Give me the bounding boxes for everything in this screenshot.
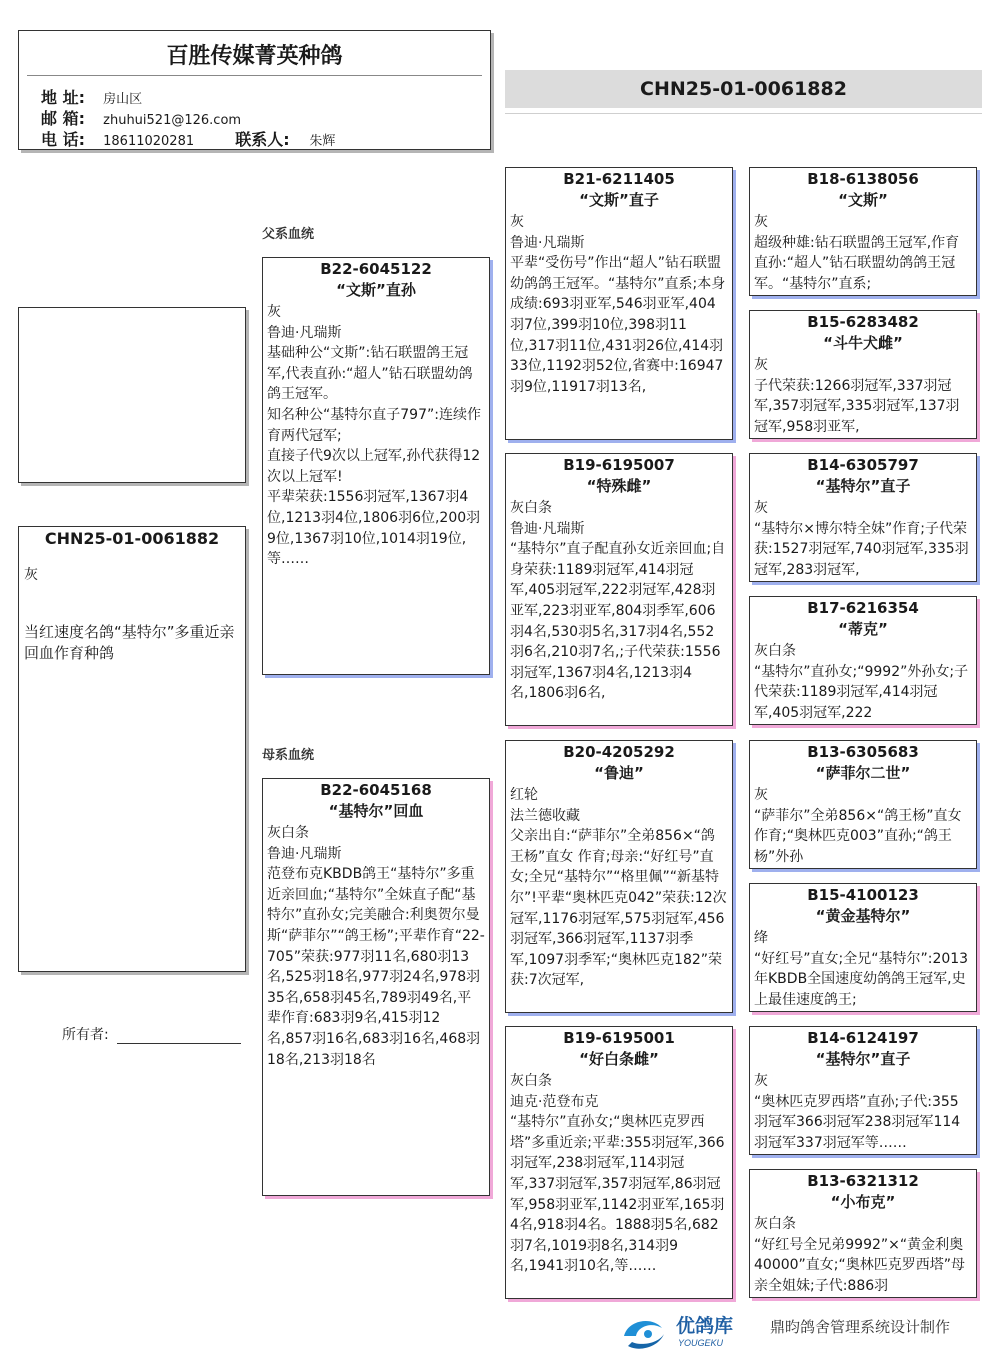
pedigree-line: 迪克·范登布克 xyxy=(510,1093,599,1110)
sire-dam-card xyxy=(505,453,733,726)
pedigree-line: “基特尔”直子配直孙女近亲回血;自身荣获:1189羽冠军,414羽冠军,405羽冠军,222羽冠军,428羽亚军,223羽亚军,804羽季军,606羽4名,530羽5名,317羽4名,552羽6名,210羽7名,;子代荣获:1556羽冠军,1367羽4名,1213羽4名,1806羽6名, xyxy=(510,541,726,702)
pigeon-name: “基特尔”直子 xyxy=(815,1050,911,1068)
pigeon-name: “黄金基特尔” xyxy=(815,907,911,925)
owner-field xyxy=(62,1024,241,1044)
pedigree-line: 灰白条 xyxy=(754,1216,796,1232)
owner-line xyxy=(117,1029,241,1044)
ring-number: B20-4205292 xyxy=(563,743,675,761)
breeder-header xyxy=(18,30,491,150)
pedigree-line: “基特尔×博尔特全妹”作育;子代荣获:1527羽冠军,740羽冠军,335羽冠军,283羽冠军, xyxy=(754,520,969,578)
ring-number: B15-4100123 xyxy=(807,886,919,904)
pigeon-photo xyxy=(18,307,246,483)
pedigree-line: 灰 xyxy=(754,214,768,230)
pigeon-name: “蒂克” xyxy=(838,620,888,638)
pigeon-name: “特殊雌” xyxy=(586,477,652,495)
header-divider xyxy=(27,75,482,76)
contact-value: 朱辉 xyxy=(309,134,336,149)
pedigree-line: 灰 xyxy=(754,1073,768,1089)
pedigree-line: 鲁迪·凡瑞斯 xyxy=(510,234,585,251)
subject-card xyxy=(18,526,246,972)
pedigree-line: “好红号”直女;全兄“基特尔”:2013年KBDB全国速度幼鸽鸽王冠军,史上最佳速度鸽王; xyxy=(754,950,969,1008)
banner-divider xyxy=(505,113,982,114)
pedigree-line: 基础种公“文斯”:钻石联盟鸽王冠军,代表直孙:“超人”钻石联盟幼鸽鸽王冠军。 xyxy=(267,345,473,403)
phone-value: 18611020281 xyxy=(103,134,195,149)
pedigree-line: 灰白条 xyxy=(267,825,309,841)
ssd-card xyxy=(749,310,977,439)
pedigree-line: 红轮 xyxy=(510,787,538,803)
breeder-title: 百胜传媒菁英种鸽 xyxy=(166,44,343,69)
phone-label: 电 话: xyxy=(41,130,85,149)
ring-number: B13-6305683 xyxy=(807,743,919,761)
ring-number: B18-6138056 xyxy=(807,170,919,188)
pedigree-line: 灰白条 xyxy=(510,500,552,516)
pedigree-line: “基特尔”直孙女;“9992”外孙女;子代荣获:1189羽冠军,414羽冠军,405羽冠军,222 xyxy=(754,663,969,721)
ring-number: B22-6045122 xyxy=(320,260,432,278)
pigeon-name: “基特尔”直子 xyxy=(815,477,911,495)
pedigree-line: 平辈荣获:1556羽冠军,1367羽4位,1213羽4位,1806羽6位,200羽9位,1367羽10位,1014羽19位,等…… xyxy=(267,489,481,568)
pigeon-name: “好白条雌” xyxy=(579,1050,659,1068)
pedigree-line: “奥林匹克罗西塔”直孙;子代:355羽冠军366羽冠军238羽冠军114羽冠军337羽冠军等…… xyxy=(754,1093,961,1151)
ring-number: B17-6216354 xyxy=(807,599,919,617)
sdd-card xyxy=(749,596,977,725)
pedigree-line: 子代荣获:1266羽冠军,337羽冠军,357羽冠军,335羽冠军,137羽冠军,958羽亚军, xyxy=(754,377,960,435)
pedigree-line: “萨菲尔”全弟856×“鸽王杨”直女作育;“奥林匹克003”直孙;“鸽王杨”外孙 xyxy=(754,807,962,865)
ring-number: B14-6124197 xyxy=(807,1029,919,1047)
pigeon-name: “斗牛犬雌” xyxy=(823,334,903,352)
pedigree-line: 灰白条 xyxy=(754,643,796,659)
ddd-card xyxy=(749,1169,977,1298)
pigeon-name: “文斯”直子 xyxy=(579,191,659,209)
dds-card xyxy=(749,1026,977,1155)
pedigree-line: 父亲出自:“萨菲尔”全弟856×“鸽王杨”直女 作育;母亲:“好红号”直女;全兄“基特尔”“格里佩”“新基特尔”!平辈“奥林匹克042”荣获:12次冠军,1176羽冠军,575羽冠军,456羽冠军,366羽冠军,1137羽季军,1097羽季军;“奥林匹克182”荣获:7次冠军, xyxy=(510,828,727,989)
pigeon-name: “文斯” xyxy=(838,191,888,209)
pedigree-line: 灰 xyxy=(510,214,524,230)
phone-row xyxy=(41,127,335,150)
pedigree-line: 灰白条 xyxy=(510,1073,552,1089)
ring-number: B15-6283482 xyxy=(807,313,919,331)
contact-label: 联系人: xyxy=(235,130,290,149)
pedigree-line: 灰 xyxy=(267,304,281,320)
dam-dam-card xyxy=(505,1026,733,1299)
dam-card xyxy=(262,778,490,1196)
pedigree-line: 知名种公“基特尔直子797”:连续作育两代冠军; xyxy=(267,406,481,444)
pedigree-line: 鲁迪·凡瑞斯 xyxy=(267,324,342,341)
ring-number: B21-6211405 xyxy=(563,170,675,188)
pigeon-name: “小布克” xyxy=(830,1193,896,1211)
ring-banner: CHN25-01-0061882 xyxy=(505,70,982,108)
footer-credit: 鼎昀鸽舍管理系统设计制作 xyxy=(770,1318,951,1336)
email-label: 邮 箱: xyxy=(41,109,85,128)
pedigree-line: 鲁迪·凡瑞斯 xyxy=(510,520,585,537)
subject-description: 当红速度名鸽“基特尔”多重近亲回血作育种鸽 xyxy=(24,623,235,662)
logo-cn-text: 优鸽库 xyxy=(676,1316,734,1337)
logo-swirl-icon xyxy=(618,1306,768,1352)
address-value: 房山区 xyxy=(103,92,143,107)
dam-line-label: 母系血统 xyxy=(262,748,315,763)
pedigree-line: “好红号全兄弟9992”×“黄金利奥40000”直女;“奥林匹克罗西塔”母亲全姐妹;子代:886羽 xyxy=(754,1236,966,1294)
sss-card xyxy=(749,167,977,296)
ring-number: B19-6195007 xyxy=(563,456,675,474)
sire-card xyxy=(262,257,490,675)
owner-label: 所有者: xyxy=(62,1027,109,1043)
pedigree-line: 直接子代9次以上冠军,孙代获得12次以上冠军! xyxy=(267,448,481,485)
pigeon-name: “基特尔”回血 xyxy=(328,802,424,820)
email-row xyxy=(41,106,241,129)
pedigree-line: “基特尔”直孙女;“奥林匹克罗西塔”多重近亲;平辈:355羽冠军,366羽冠军,238羽冠军,114羽冠军,337羽冠军,357羽冠军,86羽冠军,958羽亚军,1142羽亚军,165羽4名,918羽4名。1888羽5名,682羽7名,1019羽8名,314羽9名,1941羽10名,等…… xyxy=(510,1114,725,1275)
pigeon-name: “萨菲尔二世” xyxy=(815,764,911,782)
sds-card xyxy=(749,453,977,582)
pedigree-line: 灰 xyxy=(754,500,768,516)
yougeku-logo xyxy=(618,1306,768,1352)
pedigree-line: 平辈“受伤号”作出“超人”钻石联盟幼鸽鸽王冠军。“基特尔”直系;本身成绩:693羽亚军,546羽亚军,404羽7位,399羽10位,398羽11位,317羽11位,431羽26位,414羽33位,1192羽52位,省赛中:16947羽9位,11917羽13名, xyxy=(510,255,726,395)
pedigree-line: 鲁迪·凡瑞斯 xyxy=(267,845,342,862)
email-value[interactable]: zhuhui521@126.com xyxy=(103,113,242,128)
address-row xyxy=(41,85,142,108)
subject-color: 灰 xyxy=(24,567,38,583)
pedigree-line: 绛 xyxy=(754,930,768,946)
dss-card xyxy=(749,740,977,869)
pedigree-line: 超级种雄:钻石联盟鸽王冠军,作育直孙:“超人”钻石联盟幼鸽鸽王冠军。“基特尔”直系; xyxy=(754,234,960,292)
pedigree-line: 灰 xyxy=(754,787,768,803)
ring-number: B22-6045168 xyxy=(320,781,432,799)
dam-sire-card xyxy=(505,740,733,1013)
pigeon-name: “文斯”直孙 xyxy=(336,281,416,299)
pedigree-line: 范登布克KBDB鸽王“基特尔”多重近亲回血;“基特尔”全妹直子配“基特尔”直孙女;完美融合:利奥贺尔曼斯“萨菲尔”“鸽王杨”;平辈作育“22-705”荣获:977羽11名,680羽13名,525羽18名,977羽24名,978羽35名,658羽45名,789羽49名,平辈作育:683羽9名,415羽12名,857羽16名,683羽16名,468羽18名,213羽18名 xyxy=(267,866,485,1068)
ring-number: B13-6321312 xyxy=(807,1172,919,1190)
pedigree-line: 灰 xyxy=(754,357,768,373)
address-label: 地 址: xyxy=(41,88,85,107)
ring-number: B19-6195001 xyxy=(563,1029,675,1047)
ring-number: B14-6305797 xyxy=(807,456,919,474)
pigeon-name: “鲁迪” xyxy=(594,764,644,782)
logo-en-text: YOUGEKU xyxy=(678,1338,724,1348)
sire-sire-card xyxy=(505,167,733,440)
subject-ring: CHN25-01-0061882 xyxy=(44,529,220,548)
sire-line-label: 父系血统 xyxy=(262,227,315,242)
pedigree-line: 法兰德收藏 xyxy=(510,807,580,824)
dsd-card xyxy=(749,883,977,1012)
